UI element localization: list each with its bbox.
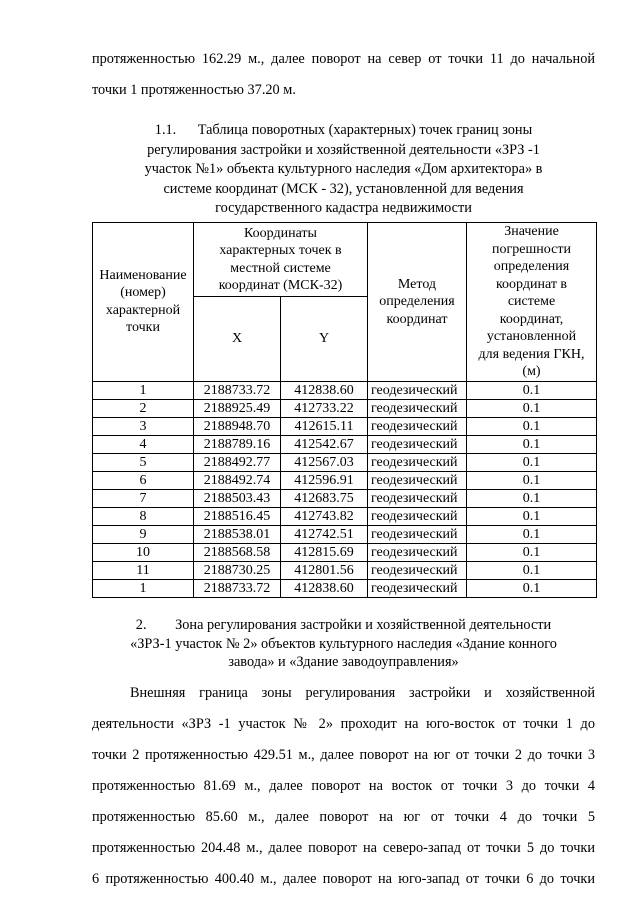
point-number-cell: 10 <box>93 543 194 561</box>
x-coordinate-cell: 2188733.72 <box>194 381 281 399</box>
x-coordinate-cell: 2188925.49 <box>194 399 281 417</box>
header-x: X <box>194 297 281 381</box>
table-row <box>93 399 597 417</box>
method-cell: геодезический <box>368 489 467 507</box>
caption-line: системе координат (МСК - 32), установленной для ведения <box>163 180 524 197</box>
error-cell: 0.1 <box>467 507 597 525</box>
coordinates-table <box>92 222 597 598</box>
method-cell: геодезический <box>368 579 467 597</box>
y-coordinate-cell: 412743.82 <box>281 507 368 525</box>
error-cell: 0.1 <box>467 417 597 435</box>
caption-line: участок №1» объекта культурного наследия «Дом архитектора» в <box>144 161 543 177</box>
error-cell: 0.1 <box>467 543 597 561</box>
coordinates-table-body <box>93 381 597 597</box>
error-cell: 0.1 <box>467 435 597 453</box>
method-cell: геодезический <box>368 471 467 489</box>
section-number: 2. <box>135 617 147 633</box>
method-cell: геодезический <box>368 417 467 435</box>
header-method: Метод определения координат <box>368 223 467 382</box>
body-line: точки 2 протяженностью 429.51 м., далее поворот на юг от точки 2 до точки 3 <box>92 747 595 763</box>
point-number-cell: 5 <box>93 453 194 471</box>
body-line: деятельности «ЗРЗ -1 участок № 2» проходит на юго-восток от точки 1 до <box>92 716 595 732</box>
table-row <box>93 543 597 561</box>
error-cell: 0.1 <box>467 381 597 399</box>
x-coordinate-cell: 2188568.58 <box>194 543 281 561</box>
method-cell: геодезический <box>368 543 467 561</box>
table-row <box>93 507 597 525</box>
error-cell: 0.1 <box>467 579 597 597</box>
error-cell: 0.1 <box>467 489 597 507</box>
body-line: протяженностью 85.60 м., далее поворот на юг от точки 4 до точки 5 <box>92 809 595 825</box>
point-number-cell: 1 <box>93 579 194 597</box>
heading-line: 2. Зона регулирования застройки и хозяйственной деятельности <box>135 617 552 633</box>
x-coordinate-cell: 2188492.74 <box>194 471 281 489</box>
y-coordinate-cell: 412683.75 <box>281 489 368 507</box>
error-cell: 0.1 <box>467 471 597 489</box>
error-cell: 0.1 <box>467 525 597 543</box>
table-row <box>93 471 597 489</box>
method-cell: геодезический <box>368 525 467 543</box>
x-coordinate-cell: 2188503.43 <box>194 489 281 507</box>
x-coordinate-cell: 2188516.45 <box>194 507 281 525</box>
method-cell: геодезический <box>368 561 467 579</box>
method-cell: геодезический <box>368 507 467 525</box>
y-coordinate-cell: 412567.03 <box>281 453 368 471</box>
table-caption <box>92 121 595 219</box>
caption-line: 1.1. Таблица поворотных (характерных) точек границ зоны <box>154 122 533 138</box>
y-coordinate-cell: 412838.60 <box>281 381 368 399</box>
y-coordinate-cell: 412815.69 <box>281 543 368 561</box>
y-coordinate-cell: 412742.51 <box>281 525 368 543</box>
section-number: 1.1. <box>154 122 177 138</box>
y-coordinate-cell: 412596.91 <box>281 471 368 489</box>
body-line: протяженностью 81.69 м., далее поворот на восток от точки 3 до точки 4 <box>92 778 595 794</box>
point-number-cell: 1 <box>93 381 194 399</box>
point-number-cell: 7 <box>93 489 194 507</box>
y-coordinate-cell: 412838.60 <box>281 579 368 597</box>
section-2-heading <box>92 616 595 672</box>
header-error: Значение погрешности определения координат в системе координат, установленной для ведения ГКН, (м) <box>467 223 597 382</box>
header-coordinates: Координаты характерных точек в местной системе координат (МСК-32) <box>194 223 368 297</box>
table-row <box>93 525 597 543</box>
x-coordinate-cell: 2188538.01 <box>194 525 281 543</box>
point-number-cell: 11 <box>93 561 194 579</box>
caption-line: регулирования застройки и хозяйственной деятельности «ЗРЗ -1 <box>147 141 540 158</box>
method-cell: геодезический <box>368 381 467 399</box>
heading-line: завода» и «Здание заводоуправления» <box>228 654 459 670</box>
point-number-cell: 3 <box>93 417 194 435</box>
body-line: Внешняя граница зоны регулирования застройки и хозяйственной <box>130 685 595 701</box>
caption-line: государственного кадастра недвижимости <box>215 200 472 216</box>
error-cell: 0.1 <box>467 453 597 471</box>
header-y: Y <box>281 297 368 381</box>
heading-line: «ЗРЗ-1 участок № 2» объектов культурного наследия «Здание конного <box>130 635 557 652</box>
table-row <box>93 417 597 435</box>
table-row <box>93 453 597 471</box>
error-cell: 0.1 <box>467 561 597 579</box>
x-coordinate-cell: 2188948.70 <box>194 417 281 435</box>
table-row <box>93 579 597 597</box>
method-cell: геодезический <box>368 453 467 471</box>
point-number-cell: 9 <box>93 525 194 543</box>
header-point-name: Наименование (номер) характерной точки <box>93 223 194 382</box>
x-coordinate-cell: 2188789.16 <box>194 435 281 453</box>
y-coordinate-cell: 412801.56 <box>281 561 368 579</box>
y-coordinate-cell: 412542.67 <box>281 435 368 453</box>
body-paragraph <box>92 678 595 895</box>
body-line: протяженностью 204.48 м., далее поворот на северо-запад от точки 5 до точки <box>92 840 595 856</box>
x-coordinate-cell: 2188733.72 <box>194 579 281 597</box>
body-line: 6 протяженностью 400.40 м., далее поворот на юго-запад от точки 6 до точки <box>92 871 595 887</box>
intro-paragraph <box>92 44 595 106</box>
y-coordinate-cell: 412615.11 <box>281 417 368 435</box>
point-number-cell: 8 <box>93 507 194 525</box>
method-cell: геодезический <box>368 399 467 417</box>
method-cell: геодезический <box>368 435 467 453</box>
x-coordinate-cell: 2188730.25 <box>194 561 281 579</box>
table-row <box>93 435 597 453</box>
point-number-cell: 6 <box>93 471 194 489</box>
table-row <box>93 561 597 579</box>
x-coordinate-cell: 2188492.77 <box>194 453 281 471</box>
point-number-cell: 4 <box>93 435 194 453</box>
error-cell: 0.1 <box>467 399 597 417</box>
table-row <box>93 489 597 507</box>
y-coordinate-cell: 412733.22 <box>281 399 368 417</box>
intro-line: протяженностью 162.29 м., далее поворот на север от точки 11 до начальной <box>92 51 595 67</box>
intro-line: точки 1 протяженностью 37.20 м. <box>92 82 296 98</box>
point-number-cell: 2 <box>93 399 194 417</box>
table-row <box>93 381 597 399</box>
